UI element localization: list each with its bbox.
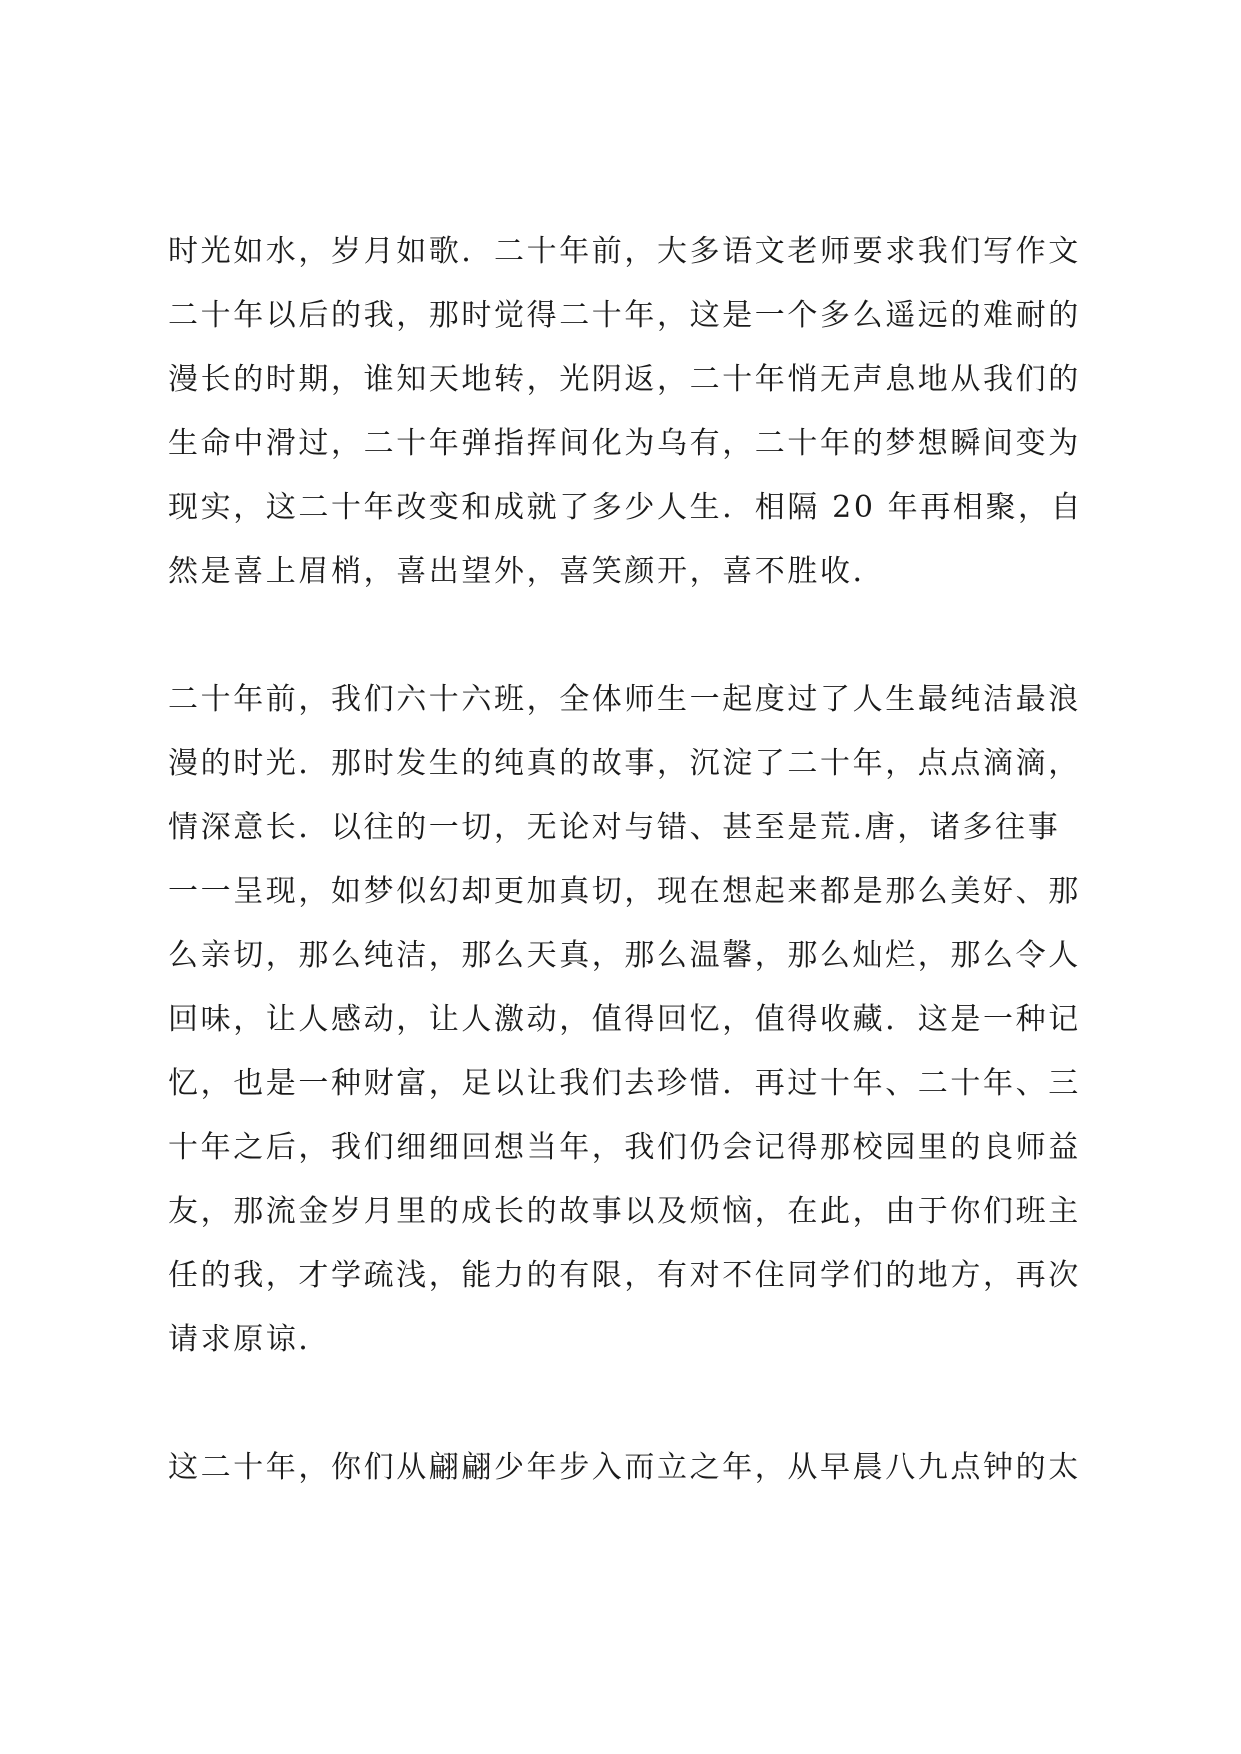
text-line: 漫的时光．那时发生的纯真的故事，沉淀了二十年，点点滴滴， [168, 746, 1081, 781]
paragraph-3 [168, 1436, 1088, 1500]
paragraph-2 [168, 668, 1088, 1372]
text-line: 忆，也是一种财富，足以让我们去珍惜．再过十年、二十年、三 [168, 1066, 1081, 1101]
text-line: 十年之后，我们细细回想当年，我们仍会记得那校园里的良师益 [168, 1130, 1081, 1165]
text-line: 情深意长．以往的一切，无论对与错、甚至是荒.唐，诸多往事 [168, 810, 1061, 845]
text-line: 二十年前，我们六十六班，全体师生一起度过了人生最纯洁最浪 [168, 682, 1081, 717]
text-line: 生命中滑过，二十年弹指挥间化为乌有，二十年的梦想瞬间变为 [168, 426, 1081, 461]
text-line: 现实，这二十年改变和成就了多少人生．相隔 20 年再相聚，自 [168, 490, 1084, 525]
text-line: 回味，让人感动，让人激动，值得回忆，值得收藏．这是一种记 [168, 1002, 1081, 1037]
text-line: 这二十年，你们从翩翩少年步入而立之年，从早晨八九点钟的太 [168, 1450, 1081, 1485]
text-line: 时光如水，岁月如歌．二十年前，大多语文老师要求我们写作文 [168, 234, 1081, 269]
text-line: 一一呈现，如梦似幻却更加真切，现在想起来都是那么美好、那 [168, 874, 1081, 909]
text-line: 友，那流金岁月里的成长的故事以及烦恼，在此，由于你们班主 [168, 1194, 1081, 1229]
paragraph-1 [168, 220, 1088, 604]
text-line: 漫长的时期，谁知天地转，光阴返，二十年悄无声息地从我们的 [168, 362, 1081, 397]
text-line: 二十年以后的我，那时觉得二十年，这是一个多么遥远的难耐的 [168, 298, 1081, 333]
text-line: 任的我，才学疏浅，能力的有限，有对不住同学们的地方，再次 [168, 1258, 1081, 1293]
text-line: 然是喜上眉梢，喜出望外，喜笑颜开，喜不胜收． [168, 554, 886, 589]
text-line: 请求原谅． [168, 1322, 331, 1357]
text-line: 么亲切，那么纯洁，那么天真，那么温馨，那么灿烂，那么令人 [168, 938, 1081, 973]
